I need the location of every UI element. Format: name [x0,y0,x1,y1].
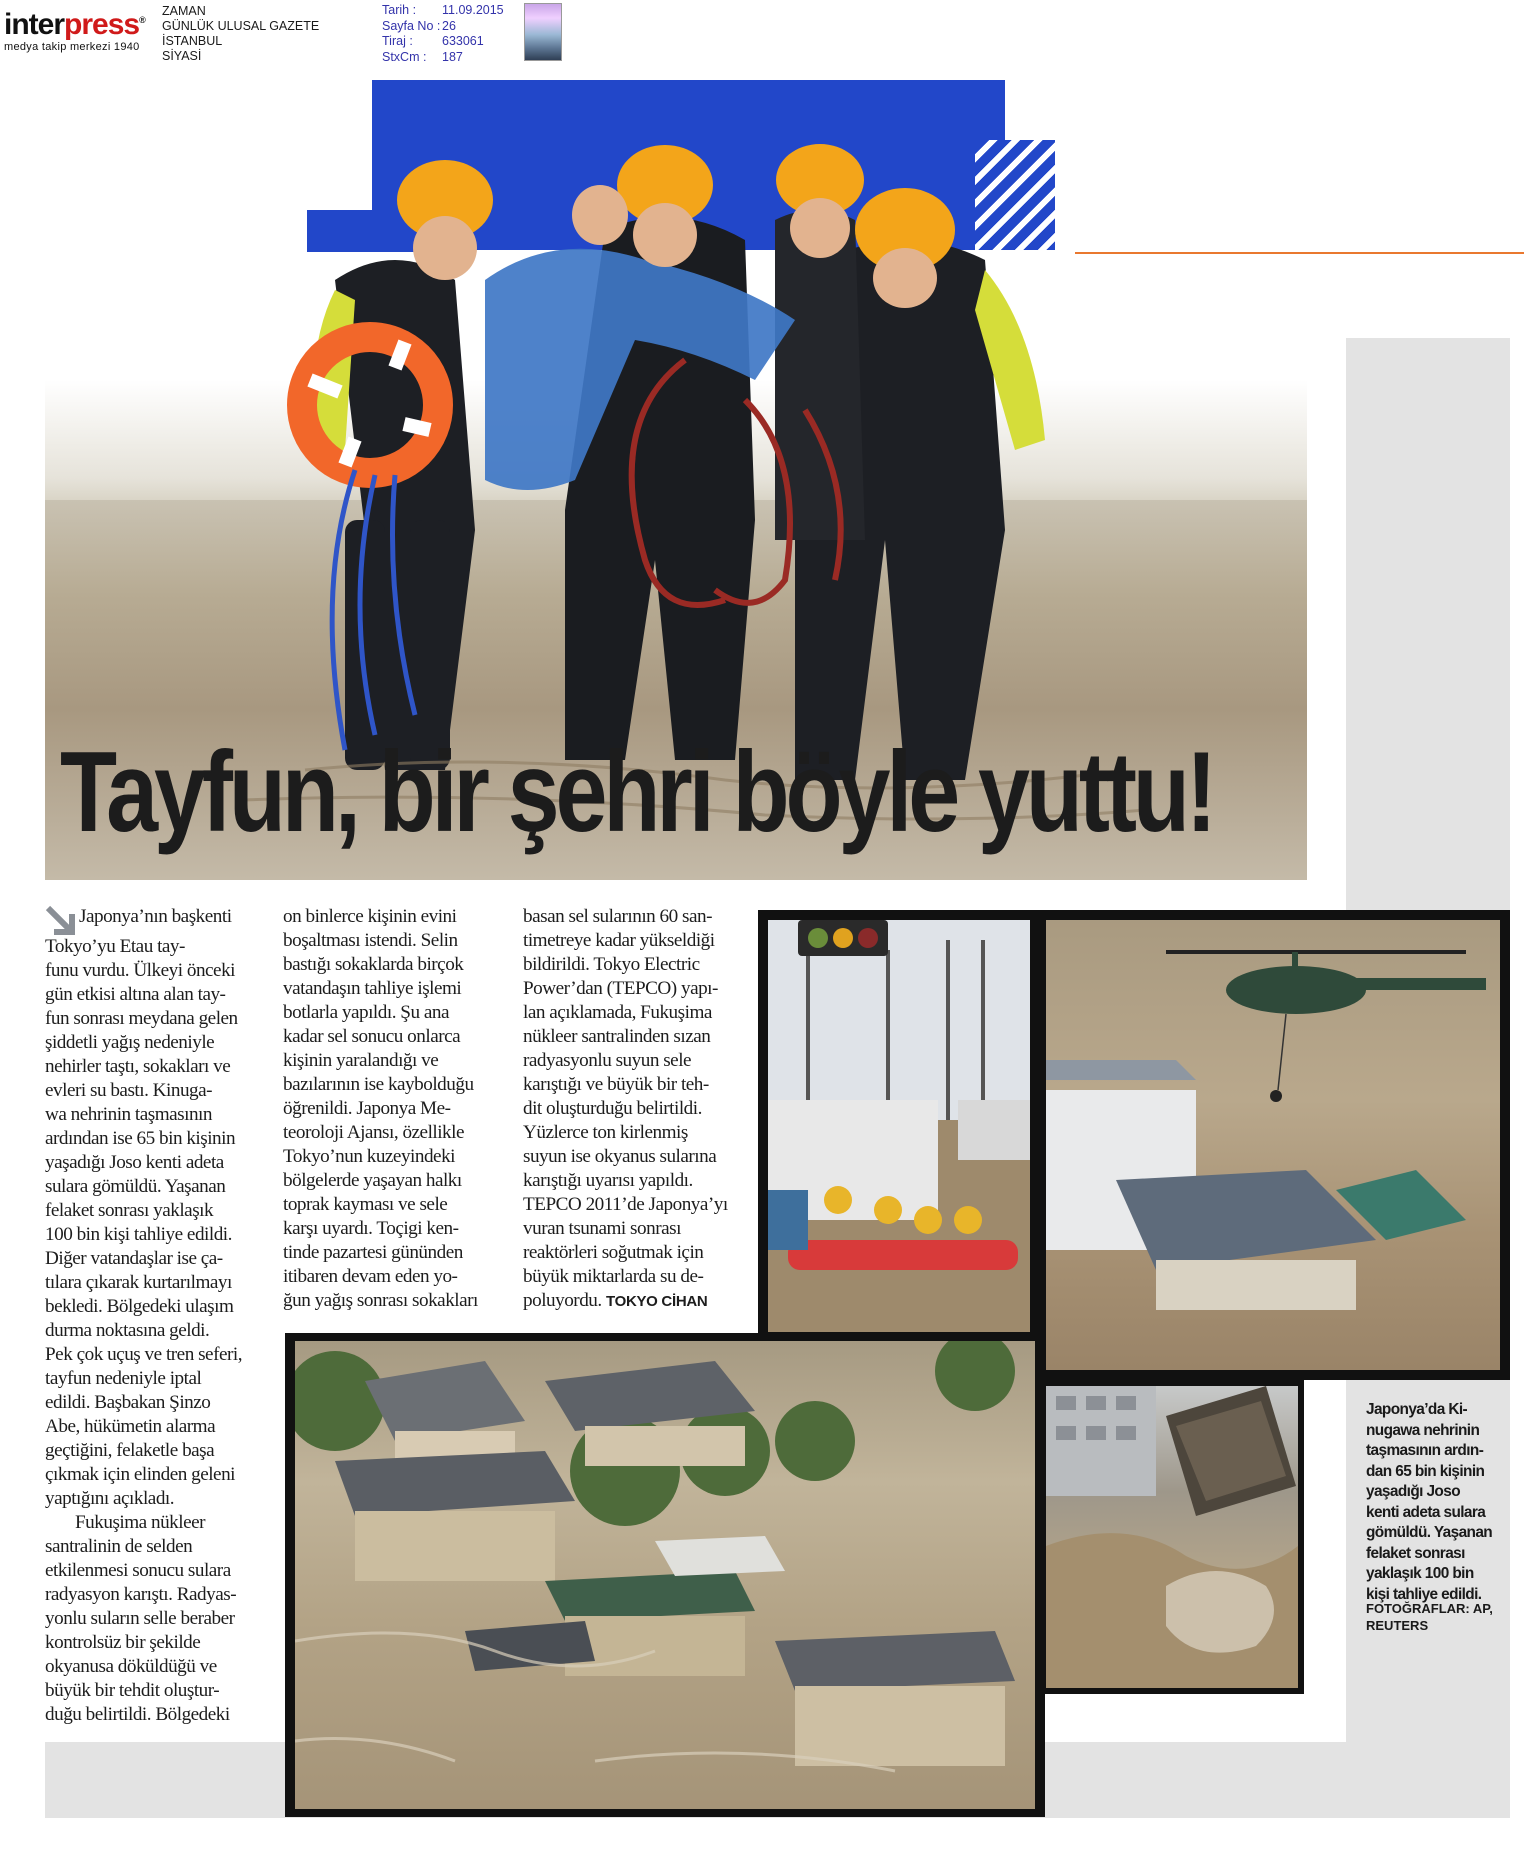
rescue-boat [788,1240,1018,1270]
collapsed-roof [1116,1170,1376,1270]
article-paragraph [45,1511,260,1727]
publication-type: GÜNLÜK ULUSAL GAZETE [162,19,320,33]
helicopter-icon [1166,952,1486,1014]
collapsing-house-photo [1046,1386,1298,1688]
column-3-text: basan sel sularının 60 san- timetreye kadar yükseldiği bildirildi. Tokyo Electric Power’dan (TEPCO) yapı- lan açıklamada, Fukuşima nükleer santralinden sızan radyasyonlu suyun sele karıştığı ve büyük bir teh- dit oluşturduğu belirtildi. Yüzlerce ton kirlenmiş suyun ise okyanus sularına karıştığı uyarısı yapıldı. TEPCO 2011’de Japonya’yı vuran tsunami sonrası reaktörleri soğutmak için büyük miktarlarda su de- poluyordu. [523,906,728,1311]
meta-value: 633061 [442,34,484,48]
logo-text-press: press [64,8,140,41]
meta-label: Sayfa No : [382,18,441,33]
article-paragraph [523,905,738,1314]
collapsing-house-illustration [1046,1386,1298,1688]
photo-caption: Japonya’da Ki- nugawa nehrinin taşmasının ardın- dan 65 bin kişinin yaşadığı Joso kenti adeta sulara gömüldü. Yaşanan felaket sonrası yaklaşık 100 bin kişi tahliye edildi. [1366,1401,1493,1603]
logo-text-inter: inter [4,8,65,41]
meta-row-page [382,19,504,35]
news-agency-credit: TOKYO CİHAN [605,1293,708,1310]
interpress-logo [4,4,152,53]
flooded-village-illustration [295,1341,1035,1809]
traffic-light-icon [798,920,888,956]
publication-section: SİYASİ [162,49,202,63]
street-rescue-illustration [768,920,1030,1332]
article-column-1 [45,905,260,1727]
column-2-text: on binlerce kişinin evini boşaltması istendi. Selin bastığı sokaklarda birçok vatandaşın tahliye işlemi botlarla yapıldı. Şu ana kadar sel sonucu onlarca kişinin yaralandığı ve bazılarının ise kaybolduğu öğrenildi. Japonya Me- teoroloji Ajansı, özellikle Tokyo’nun kuzeyindeki bölgelerde yaşayan halkı toprak kayması ve sele karşı uyardı. Toçigi ken- tinde pazartesi gününden itibaren devam eden yo- ğun yağış sonrası sokakları [283,906,478,1311]
meta-value: 11.09.2015 [442,3,504,17]
house-shapes [335,1361,1015,1766]
logo-registered-mark: ® [139,15,145,25]
meta-value: 187 [442,49,463,64]
article-headline: Tayfun, bir şehri böyle yuttu! [60,729,1213,856]
column-1-text: Japonya’nın başkenti Tokyo’yu Etau tay- funu vurdu. Ülkeyi önceki gün etkisi altına alan tay- fun sonrası meydana gelen şiddetli yağış nedeniyle nehirler taştı, sokakları ve evleri su bastı. Kinuga- wa nehrinin taşmasının ardından ise 65 bin kişinin yaşadığı Joso kenti adeta sulara gömüldü. Yaşanan felaket sonrası yaklaşık 100 bin kişi tahliye edildi. Diğer vatandaşlar ise ça- tılara çıkarak kurtarılmayı bekledi. Bölgedeki ulaşım durma noktasına geldi. Pek çok uçuş ve tren seferi, tayfun nedeniyle iptal edildi. Başbakan Şinzo Abe, hükümetin alarma geçtiğini, felaketle başa çıkmak için elinden geleni yaptığını açıkladı. [45,906,242,1509]
publication-city: İSTANBUL [162,34,223,48]
publication-name: ZAMAN [162,4,206,18]
helicopter-rescue-illustration [1046,920,1500,1370]
article-column-3 [523,905,738,1314]
clipping-meta [382,3,504,65]
meta-row-circulation [382,34,504,50]
meta-label: Tarih : [382,3,417,17]
page-thumbnail[interactable] [524,3,562,61]
photo-credit: FOTOĞRAFLAR: AP, REUTERS [1366,1601,1493,1633]
article-paragraph [45,905,260,1511]
street-rescue-photo [768,920,1030,1332]
flooded-village-photo [295,1341,1035,1809]
article-column-2 [283,905,498,1313]
rescuer-on-cable [1270,1090,1282,1102]
meta-label: StxCm : [382,49,427,64]
helicopter-rescue-photo [1046,920,1500,1370]
publication-info [162,4,319,64]
logo-tagline: medya takip merkezi 1940 [4,41,140,53]
arrow-down-right-icon [45,905,75,935]
meta-value: 26 [442,18,456,33]
column-1-text-b: Fukuşima nükleer santralinin de selden etkilenmesi sonucu sulara radyasyon karıştı. Radyas- yonlu suların selle beraber kontrolsüz bir şekilde okyanusa döküldüğü ve büyük bir tehdit oluştur- duğu belirtildi. Bölgedeki [45,1512,237,1725]
meta-row-date [382,3,504,19]
meta-label: Tiraj : [382,34,413,48]
meta-row-stxcm [382,50,504,66]
